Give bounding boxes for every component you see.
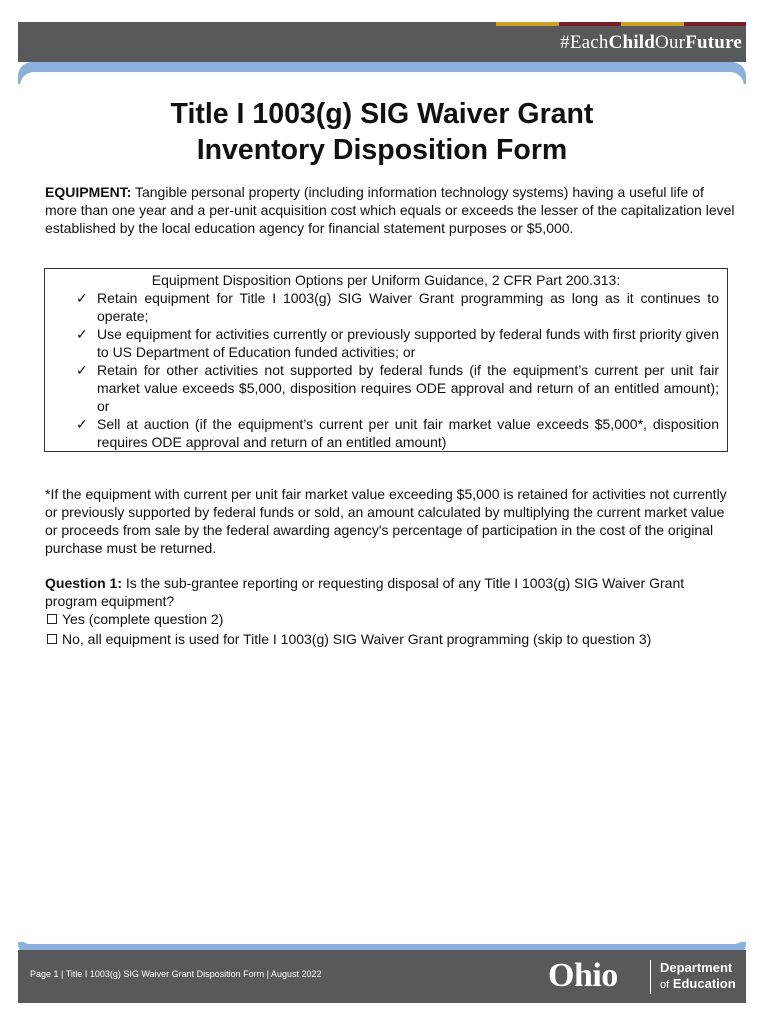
page-title <box>18 96 746 168</box>
title-line-1: Title I 1003(g) SIG Waiver Grant <box>170 98 594 130</box>
stripe <box>684 22 747 26</box>
checkmark-icon: ✓ <box>76 326 88 342</box>
checkbox-yes[interactable] <box>47 614 57 624</box>
list-item: ✓ Sell at auction (if the equipment’s current per unit fair market value exceeds $5,000*, disposition requires ODE approval and return of an entitled amount) <box>76 416 719 450</box>
disposition-options-box <box>44 268 728 452</box>
header-bar <box>18 22 746 62</box>
options-list <box>45 289 727 451</box>
ohio-logo: Ohio <box>548 957 618 994</box>
stripe <box>621 22 684 26</box>
hashtag-slogan: #EachChildOurFuture <box>560 32 742 53</box>
equipment-label: EQUIPMENT: <box>45 184 132 200</box>
question-1-label: Question 1: <box>45 575 123 591</box>
equipment-definition <box>45 183 735 237</box>
footnote: *If the equipment with current per unit fair market value exceeding $5,000 is retained for activities not currently or previously supported by federal funds or sold, an amount calculated by multiplying the current market value or proceeds from sale by the federal awarding agency's percentage of participation in the cost of the original purchase must be returned. <box>45 486 727 556</box>
stripe <box>496 22 559 26</box>
option-yes-label: Yes (complete question 2) <box>62 611 224 627</box>
header-color-stripes <box>496 22 746 26</box>
list-item: ✓ Retain equipment for Title I 1003(g) SIG Waiver Grant programming as long as it continues to operate; <box>76 290 719 324</box>
options-heading: Equipment Disposition Options per Uniform Guidance, 2 CFR Part 200.313: <box>151 272 621 288</box>
department-of-education-logo: Department of Education <box>660 960 736 991</box>
logo-divider <box>650 960 651 994</box>
title-line-2: Inventory Disposition Form <box>196 134 568 166</box>
checkmark-icon: ✓ <box>76 290 88 306</box>
list-item: ✓ Use equipment for activities currently or previously supported by federal funds with first priority given to US Department of Education funded activities; or <box>76 326 719 360</box>
checkmark-icon: ✓ <box>76 416 88 432</box>
stripe <box>559 22 622 26</box>
question-1 <box>45 574 735 610</box>
checkmark-icon: ✓ <box>76 362 88 378</box>
footer-bar <box>18 950 746 1003</box>
option-yes[interactable] <box>45 610 651 628</box>
option-no-label: No, all equipment is used for Title I 1003(g) SIG Waiver Grant programming (skip to question 3) <box>62 631 652 647</box>
footer-page-info: Page 1 | Title I 1003(g) SIG Waiver Grant Disposition Form | August 2022 <box>30 969 322 979</box>
equipment-text: Tangible personal property (including information technology systems) having a useful life of more than one year and a per-unit acquisition cost which equals or exceeds the lesser of the capitalization level established by the local education agency for financial statement purposes or $5,000. <box>45 184 735 236</box>
checkbox-no[interactable] <box>47 634 57 644</box>
page-sheet-bottom <box>20 934 744 944</box>
question-1-options <box>45 610 651 650</box>
list-item: ✓ Retain for other activities not supported by federal funds (if the equipment’s current per unit fair market value exceeds $5,000, disposition requires ODE approval and return of an entitled amount); or <box>76 362 719 414</box>
option-no[interactable] <box>45 630 651 648</box>
question-1-text: Is the sub-grantee reporting or requesting disposal of any Title I 1003(g) SIG Waiver Grant program equipment? <box>45 575 685 609</box>
